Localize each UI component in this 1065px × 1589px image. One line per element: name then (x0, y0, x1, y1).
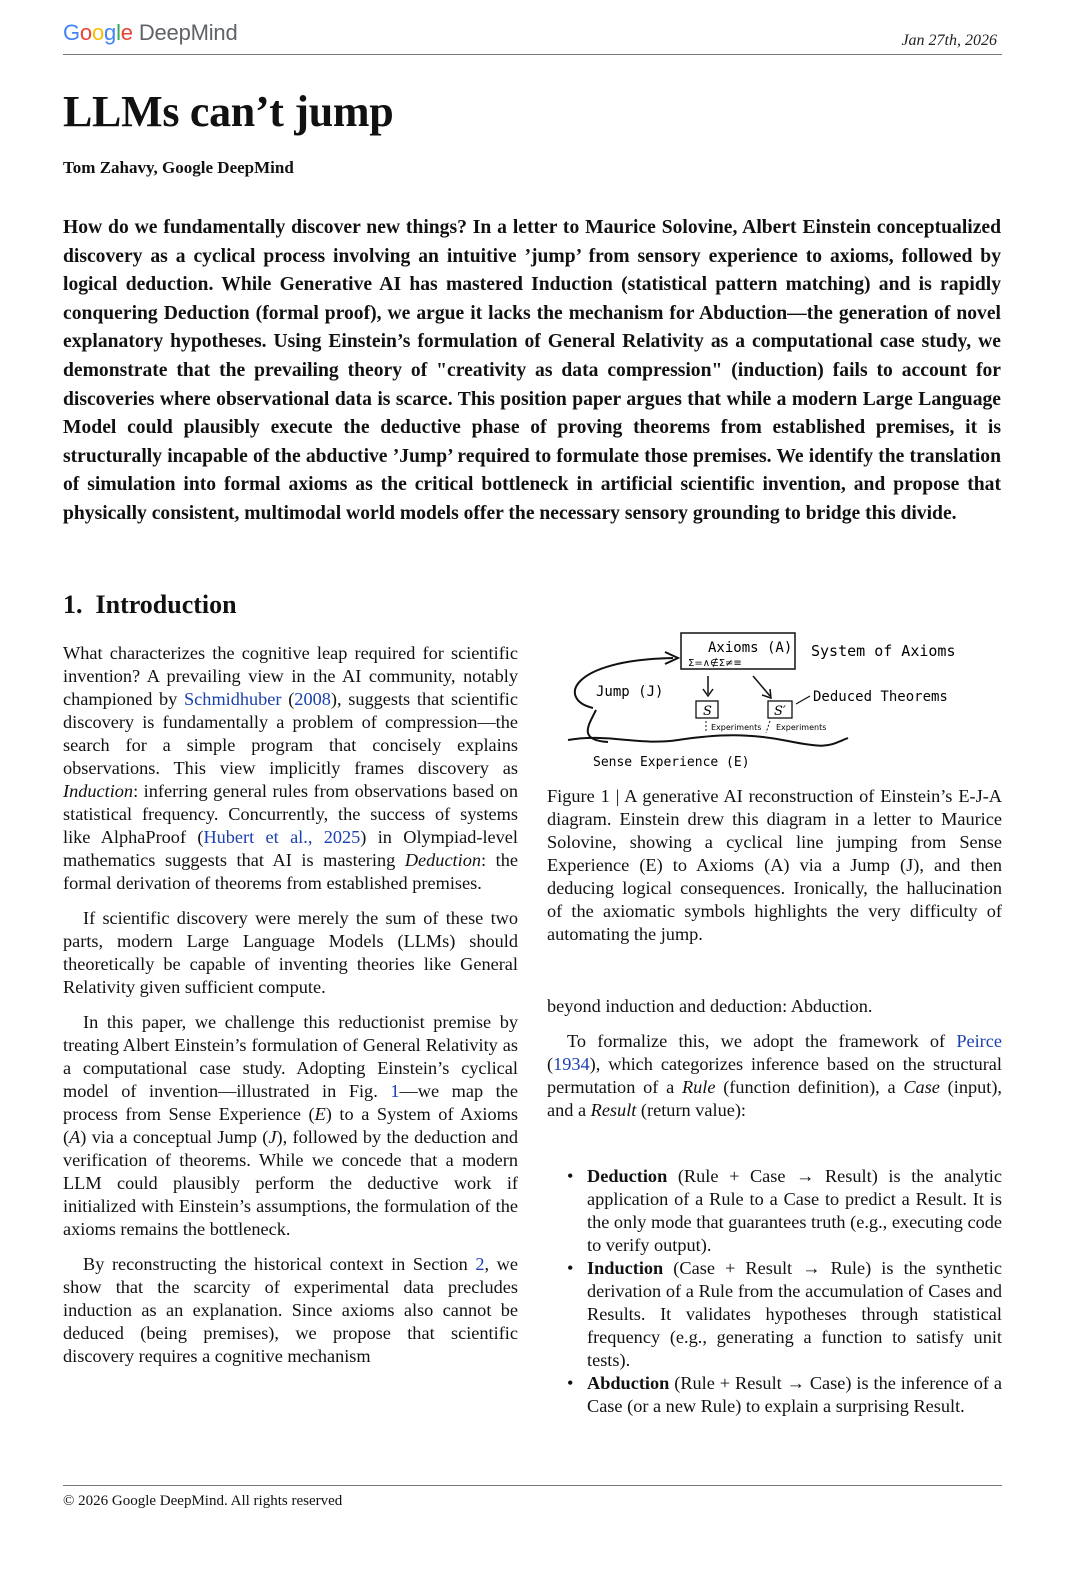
deduce-arrow-s-prime (753, 676, 770, 696)
abstract: How do we fundamentally discover new things? In a letter to Maurice Solovine, Albert Einstein conceptualized discovery as a cyclical process involving an intuitive ’jump’ from sensory experience to axioms, followed by logical deduction. While Generative AI has mastered Induction (statistical pattern matching) and is rapidly conquering Deduction (formal proof), we argue it lacks the mechanism for Abduction—the generation of novel explanatory hypotheses. Using Einstein’s formulation of General Relativity as a computational case study, we demonstrate that the prevailing theory of "creativity as data compression" (induction) fails to account for discoveries where observational data is scarce. This position paper argues that while a modern Large Language Model could plausibly execute the deductive phase of proving theorems from established premises, it is structurally incapable of the abductive ’Jump’ required to formulate those premises. We identify the translation of simulation into formal axioms as the critical bottleneck in artificial scientific invention, and propose that physically consistent, multimodal world models offer the necessary sensory grounding to bridge this divide. (63, 217, 1001, 524)
right-paragraph-2: To formalize this, we adopt the framework of Peirce (1934), which categorizes inference based on the structural permutation of a Rule (function definition), a Case (input), and a Result (return value): (547, 1031, 1003, 1120)
right-paragraph-1: beyond induction and deduction: Abduction. (547, 996, 873, 1016)
list-item-deduction: • Deduction (Rule + Case → Result) is the analytic application of a Rule to a Case to predict a Result. It is the only mode that guarantees truth (e.g., executing code to verify output). (547, 1165, 1002, 1257)
axioms-symbols: Σ=∧∉Σ≠≡ (688, 658, 742, 669)
sense-experience-label: Sense Experience (E) (593, 755, 750, 770)
citation-peirce-year[interactable]: 1934 (553, 1054, 590, 1074)
google-deepmind-logo: Google DeepMind (63, 20, 238, 45)
experiments-label-1: Experiments (711, 723, 762, 732)
publication-date: Jan 27th, 2026 (901, 32, 997, 49)
jump-label: Jump (J) (596, 684, 664, 700)
section-heading (63, 590, 237, 620)
citation-schmidhuber[interactable]: Schmidhuber (184, 689, 282, 709)
copyright-notice: © 2026 Google DeepMind. All rights reserved (63, 1493, 343, 1509)
eja-diagram (548, 600, 1001, 780)
intro-paragraph-1: What characterizes the cognitive leap required for scientific invention? A prevailing view in the AI community, notably championed by Schmidhuber (2008), suggests that scientific discovery is fundamentally a problem of compression—the search for a simple program that concisely explains observations. This view implicitly frames discovery as Induction: inferring general rules from observations based on statistical frequency. Concurrently, the success of systems like AlphaProof (Hubert et al., 2025) in Olympiad-level mathematics suggests that AI is mastering Deduction: the formal derivation of theorems from established premises. (63, 643, 518, 893)
right-column (547, 995, 1002, 1134)
citation-schmidhuber-year[interactable]: 2008 (294, 689, 331, 709)
experiments-label-2: Experiments (776, 723, 827, 732)
left-column (63, 642, 518, 1380)
axioms-label: Axioms (A) (708, 640, 793, 656)
list-item-induction: • Induction (Case + Result → Rule) is the synthetic derivation of a Rule from the accumulation of Cases and Results. It validates hypotheses through statistical frequency (e.g., generating a function to satisfy unit tests). (547, 1257, 1002, 1372)
intro-paragraph-2: If scientific discovery were merely the sum of these two parts, modern Large Language Models (LLMs) should theoretically be capable of inventing theories like General Relativity given sufficient compute. (63, 908, 518, 997)
figure-reference[interactable]: 1 (390, 1081, 400, 1101)
sense-experience-line (568, 735, 848, 745)
section-reference[interactable]: 2 (475, 1254, 485, 1274)
citation-peirce[interactable]: Peirce (956, 1031, 1002, 1051)
intro-paragraph-4: By reconstructing the historical context in Section 2, we show that the scarcity of experimental data precludes induction as an explanation. Since axioms also cannot be deduced (being premises), we propose that scientific discovery requires a cognitive mechanism (63, 1254, 518, 1366)
section-title: Introduction (95, 590, 237, 619)
list-item-abduction: • Abduction (Rule + Result → Case) is the inference of a Case (or a new Rule) to explain a surprising Result. (547, 1372, 1002, 1418)
logo-deepmind-text: DeepMind (138, 20, 238, 45)
author-line: Tom Zahavy, Google DeepMind (63, 158, 294, 177)
footer-divider (63, 1485, 1002, 1486)
inference-modes-list (547, 1165, 1002, 1418)
figure-1 (548, 600, 1001, 780)
s-label: S (703, 704, 712, 719)
figure-caption: Figure 1 | A generative AI reconstruction of Einstein’s E-J-A diagram. Einstein drew this diagram in a letter to Maurice Solovine, showing a cyclical line jumping from Sense Experience (E) to Axioms (A) via a Jump (J), and then deducing logical consequences. Ironically, the hallucination of the axiomatic symbols highlights the very difficulty of automating the jump. (547, 786, 1002, 944)
citation-hubert[interactable]: Hubert et al., 2025 (203, 827, 361, 847)
deduced-theorems-label: Deduced Theorems (813, 689, 948, 705)
header-divider (63, 54, 1002, 55)
jump-curve (575, 658, 673, 708)
section-number: 1. (63, 590, 83, 619)
intro-paragraph-3: In this paper, we challenge this reductionist premise by treating Albert Einstein’s formulation of General Relativity as a computational case study. Adopting Einstein’s cyclical model of invention—illustrated in Fig. 1—we map the process from Sense Experience (E) to a System of Axioms (A) via a conceptual Jump (J), followed by the deduction and verification of theorems. While we concede that a modern LLM could plausibly perform the deductive work if initialized with Einstein’s assumptions, the formulation of the axioms remains the bottleneck. (63, 1012, 518, 1239)
system-of-axioms-label: System of Axioms (811, 642, 956, 660)
s-prime-label: S′ (774, 704, 786, 719)
paper-title: LLMs can’t jump (63, 87, 394, 136)
